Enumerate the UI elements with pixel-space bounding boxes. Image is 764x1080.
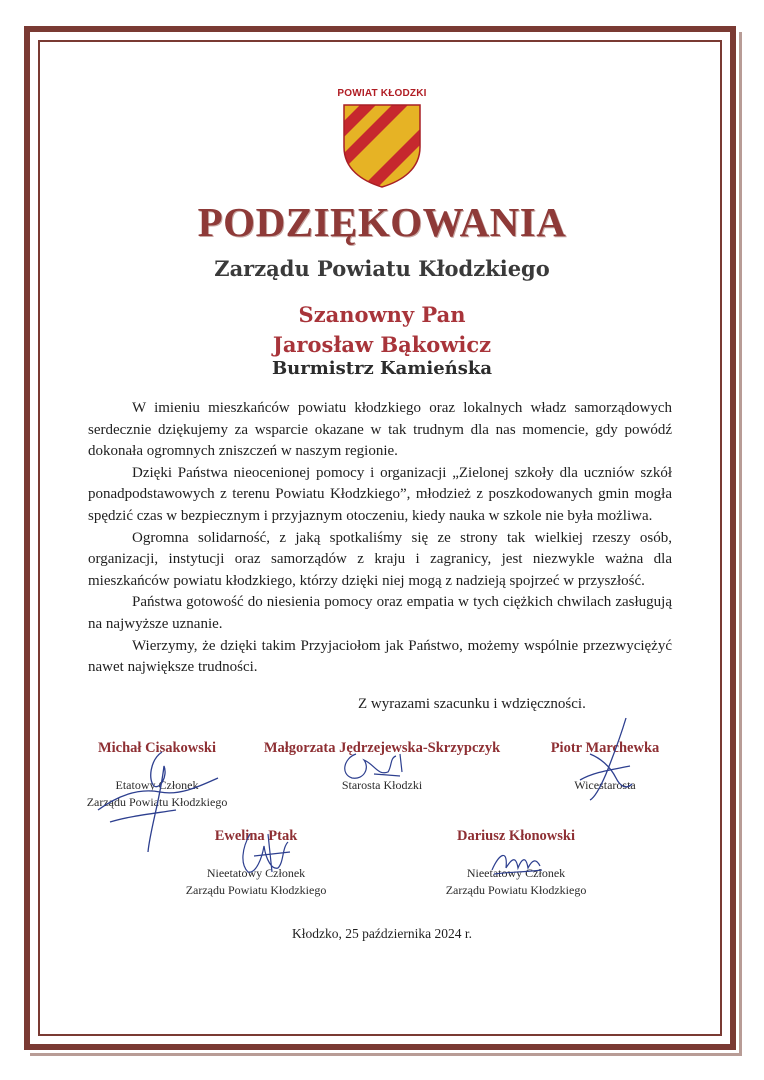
signature-block: [530, 740, 680, 794]
signatory-role: Wicestarosta: [574, 778, 636, 792]
coat-of-arms-icon: [342, 103, 422, 189]
paragraph: Dzięki Państwa nieocenionej pomocy i organizacji „Zielonej szkoły dla uczniów szkół ponadpodstawowych z terenu Powiatu Kłodzkiego”, młodzież z poszkodowanych gmin mogła spędzić czas w bezpiecznym i przyjaznym otoczeniu, kiedy nauka w szkole nie była możliwa.: [88, 464, 672, 524]
signatory-role: Nieetatowy Członek: [206, 866, 306, 880]
signature-block: [168, 828, 344, 899]
signature-block: [428, 828, 604, 899]
signatory-name: Ewelina Ptak: [214, 828, 298, 844]
paragraph: Wierzymy, że dzięki takim Przyjaciołom jak Państwo, możemy wspólnie przezwyciężyć nawet największe trudności.: [88, 637, 672, 676]
signatory-role: Starosta Kłodzki: [341, 778, 423, 792]
signature-block: [250, 740, 514, 794]
signatory-name: Michał Cisakowski: [97, 740, 217, 756]
recipient-position: Burmistrz Kamieńska: [271, 358, 493, 379]
signatory-role: Nieetatowy Członek: [466, 866, 566, 880]
signature-block: [72, 740, 242, 811]
paragraph: Państwa gotowość do niesienia pomocy oraz empatia w tych ciężkich chwilach zasługują na najwyższe uznanie.: [88, 594, 672, 632]
place-and-date: Kłodzko, 25 października 2024 r.: [292, 926, 472, 941]
signatory-name: Małgorzata Jędrzejewska-Skrzypczyk: [263, 740, 501, 756]
recipient-name: Jarosław Bąkowicz: [272, 332, 492, 357]
crest-label: POWIAT KŁODZKI: [337, 88, 427, 99]
paragraph: W imieniu mieszkańców powiatu kłodzkiego oraz lokalnych władz samorządowych serdecznie dziękujemy za wsparcie okazane w tak trudnym dla nas momencie, gdy powódź dokonała ogromnych zniszczeń w naszym regionie.: [88, 400, 672, 460]
signatory-role: Etatowy Członek: [115, 778, 199, 792]
document-subtitle: Zarządu Powiatu Kłodzkiego: [214, 256, 550, 281]
signatory-role: Zarządu Powiatu Kłodzkiego: [445, 883, 587, 897]
closing-phrase: Z wyrazami szacunku i wdzięczności.: [358, 696, 586, 712]
signatory-role: Zarządu Powiatu Kłodzkiego: [86, 795, 228, 809]
paragraph: Ogromna solidarność, z jaką spotkaliśmy się ze strony tak wielkiej rzeszy osób, organizacji, instytucji oraz samorządów z kraju i zagranicy, jest niezwykle ważna dla mieszkańców powiatu kłodzkiego, którzy dzięki niej mogą z nadzieją spojrzeć w przyszłość.: [88, 529, 672, 589]
letter-body: [88, 398, 672, 679]
signatory-role: Zarządu Powiatu Kłodzkiego: [185, 883, 327, 897]
signatory-name: Piotr Marchewka: [550, 740, 660, 756]
document-title: PODZIĘKOWANIA: [197, 199, 567, 245]
signatory-name: Dariusz Kłonowski: [456, 828, 576, 844]
salutation: Szanowny Pan: [298, 302, 466, 327]
